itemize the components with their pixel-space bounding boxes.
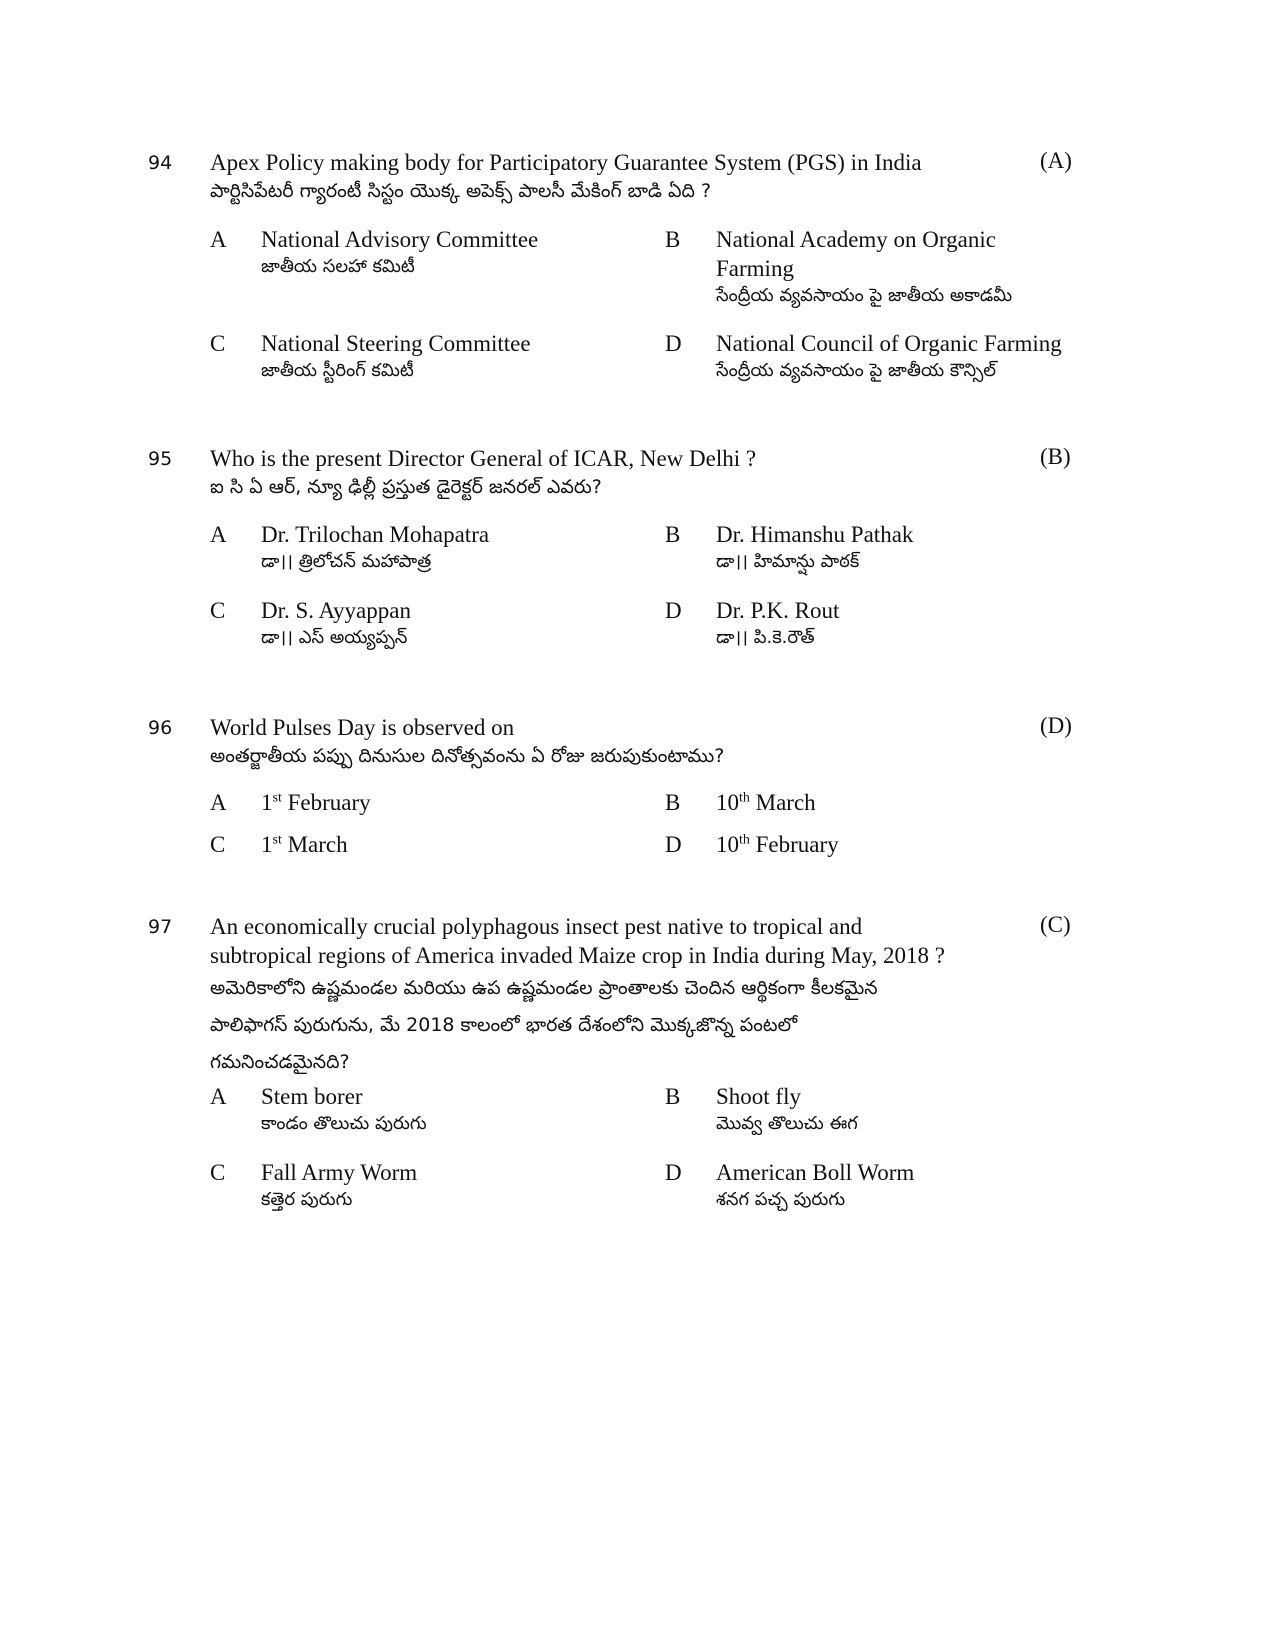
option-letter: B	[665, 227, 681, 252]
option-letter: B	[665, 790, 681, 815]
option-text-telugu: జాతీయ స్టీరింగ్ కమిటీ	[261, 360, 414, 381]
question-text	[210, 713, 1000, 771]
question-number: 95	[148, 448, 173, 470]
option-letter: A	[210, 227, 227, 252]
option-day: 10	[716, 790, 739, 815]
option-text-english: Dr. P.K. Rout	[716, 598, 840, 623]
option-letter: A	[210, 790, 227, 815]
option-text-telugu: శనగ పచ్చ పురుగు	[716, 1189, 846, 1210]
option-letter: C	[210, 331, 226, 356]
option-text-telugu: కత్తెర పురుగు	[261, 1189, 353, 1210]
option-text-english: National Council of Organic Farming	[716, 331, 1062, 356]
answer-key: (C)	[1040, 912, 1071, 937]
option-text-telugu: మొవ్వ తొలుచు ఈగ	[716, 1113, 858, 1134]
option-text-telugu: సేంద్రీయ వ్యవసాయం పై జాతీయ కౌన్సిల్	[716, 360, 997, 381]
option-month: February	[749, 832, 839, 857]
question-text-english: Apex Policy making body for Participatory Guarantee System (PGS) in India	[210, 150, 922, 175]
option-day: 1	[261, 790, 273, 815]
option-text-telugu: డా।। త్రిలోచన్ మహాపాత్ర	[261, 551, 432, 572]
option-letter: C	[210, 598, 226, 623]
question-text-telugu-line-2: పాలిఫాగస్ పురుగును, మే 2018 కాలంలో భారత దేశంలోని మొక్కజొన్న పంటలో	[210, 1014, 798, 1036]
question-text-english-line-1: An economically crucial polyphagous insect pest native to tropical and	[210, 914, 863, 939]
option-text-telugu: డా।। ఎస్ అయ్యప్పన్	[261, 627, 408, 648]
option-text-telugu: డా।। హిమాన్షు పాఠక్	[716, 551, 860, 572]
option-ordinal: th	[739, 790, 750, 806]
option-letter: B	[665, 1084, 681, 1109]
option-text-english: Dr. S. Ayyappan	[261, 598, 411, 623]
option-text-english: National Steering Committee	[261, 331, 531, 356]
option-ordinal: st	[272, 832, 282, 848]
option-date	[261, 830, 661, 859]
option-date	[716, 830, 1116, 859]
question-number: 96	[148, 717, 173, 739]
option-text-english: Shoot fly	[716, 1084, 801, 1109]
option-date	[261, 788, 661, 817]
question-text-telugu: పార్టిసిపేటరీ గ్యారంటీ సిస్టం యొక్క అపెక్స్ పాలసీ మేకింగ్ బాడి ఏది ?	[210, 180, 712, 202]
option-letter: D	[665, 598, 682, 623]
option-month: February	[281, 790, 371, 815]
question-text-telugu-line-1: అమెరికాలోని ఉష్ణమండల మరియు ఉప ఉష్ణమండల ప్రాంతాలకు చెందిన ఆర్థికంగా కీలకమైన	[210, 977, 878, 999]
option-letter: C	[210, 832, 226, 857]
option-letter: B	[665, 522, 681, 547]
question-number: 97	[148, 916, 173, 938]
question-text-english-line-2: subtropical regions of America invaded Maize crop in India during May, 2018 ?	[210, 943, 945, 968]
question-text-telugu: ఐ సి ఏ ఆర్, న్యూ ఢిల్లీ ప్రస్తుత డైరెక్టర్ జనరల్ ఎవరు?	[210, 476, 602, 498]
option-text-english: Dr. Himanshu Pathak	[716, 522, 914, 547]
question-text-telugu-line-3: గమనించడమైనది?	[210, 1051, 350, 1073]
option-text-telugu: కాండం తొలుచు పురుగు	[261, 1113, 427, 1134]
option-letter: D	[665, 832, 682, 857]
question-number: 94	[148, 152, 173, 174]
answer-key: (B)	[1040, 444, 1071, 469]
option-ordinal: th	[739, 832, 750, 848]
question-text	[210, 444, 1000, 502]
option-text-english: National Advisory Committee	[261, 227, 539, 252]
option-month: March	[281, 832, 348, 857]
option-letter: D	[665, 331, 682, 356]
option-day: 10	[716, 832, 739, 857]
option-text-telugu: జాతీయ సలహా కమిటీ	[261, 256, 415, 277]
option-text-telugu: డా।। పి.కె.రౌత్	[716, 627, 815, 648]
option-text-english: Fall Army Worm	[261, 1160, 418, 1185]
option-text-english: American Boll Worm	[716, 1160, 915, 1185]
option-letter: A	[210, 522, 227, 547]
option-letter: A	[210, 1084, 227, 1109]
option-month: March	[749, 790, 816, 815]
option-day: 1	[261, 832, 273, 857]
option-letter: D	[665, 1160, 682, 1185]
answer-key: (D)	[1040, 713, 1072, 738]
question-text-telugu: అంతర్జాతీయ పప్పు దినుసుల దినోత్సవంను ఏ రోజు జరుపుకుంటాము?	[210, 745, 725, 767]
option-text-english: Stem borer	[261, 1084, 363, 1109]
question-text	[210, 148, 1000, 206]
question-text-english: Who is the present Director General of ICAR, New Delhi ?	[210, 446, 757, 471]
option-text-telugu: సేంద్రీయ వ్యవసాయం పై జాతీయ అకాడమీ	[716, 285, 1013, 306]
question-text	[210, 912, 1000, 1081]
option-text-english: National Academy on Organic Farming	[716, 227, 996, 281]
option-ordinal: st	[272, 790, 282, 806]
answer-key: (A)	[1040, 148, 1072, 173]
question-text-english: World Pulses Day is observed on	[210, 715, 515, 740]
option-text-english: Dr. Trilochan Mohapatra	[261, 522, 490, 547]
option-letter: C	[210, 1160, 226, 1185]
option-date	[716, 788, 1116, 817]
